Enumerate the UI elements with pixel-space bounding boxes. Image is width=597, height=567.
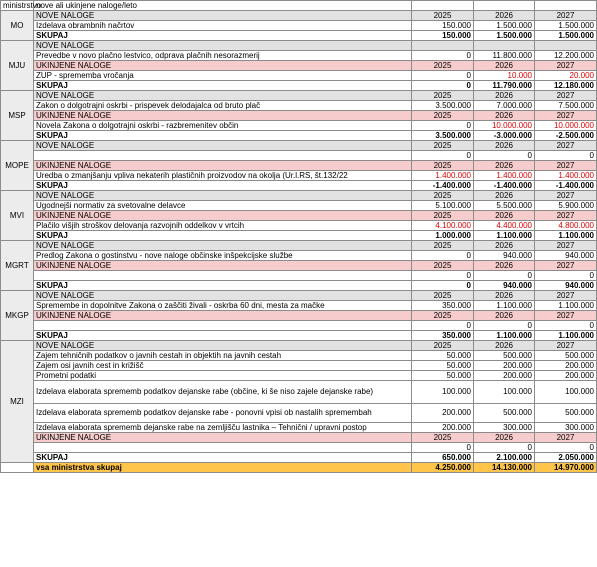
value-cell: 0: [412, 121, 474, 131]
subtotal-value: 1.100.000: [535, 231, 597, 241]
table-row: [1, 381, 597, 404]
value-cell: 50.000: [412, 361, 474, 371]
value-cell: 0: [412, 51, 474, 61]
value-cell: 200.000: [474, 361, 535, 371]
value-cell: 4.100.000: [412, 221, 474, 231]
value-cell: 500.000: [535, 351, 597, 361]
subtotal-value: -1.400.000: [535, 181, 597, 191]
value-cell: 2026: [474, 141, 535, 151]
subtotal-value: 350.000: [412, 331, 474, 341]
task-label: Zajem tehničnih podatkov o javnih cestah in objektih na javnih cestah: [34, 351, 412, 361]
header-task: nove ali ukinjene naloge/leto: [34, 1, 412, 11]
task-label: UKINJENE NALOGE: [34, 111, 412, 121]
value-cell: 940.000: [474, 251, 535, 261]
table-row: [1, 101, 597, 111]
header-row: [1, 1, 597, 11]
section-header-row: [1, 291, 597, 301]
task-label: UKINJENE NALOGE: [34, 161, 412, 171]
subtotal-value: 1.100.000: [474, 231, 535, 241]
value-cell: 350.000: [412, 301, 474, 311]
ministry-cell: MO: [1, 11, 34, 41]
subtotal-value: 2.050.000: [535, 453, 597, 463]
task-label: NOVE NALOGE: [34, 91, 412, 101]
task-label: Ugodnejši normativ za svetovalne delavce: [34, 201, 412, 211]
task-label: [34, 443, 412, 453]
task-label: SKUPAJ: [34, 31, 412, 41]
value-cell: 2027: [535, 161, 597, 171]
task-label: Zajem osi javnih cest in križišč: [34, 361, 412, 371]
value-cell: 2025: [412, 261, 474, 271]
task-label: Novela Zakona o dolgotrajni oskrbi - razbremenitev občin: [34, 121, 412, 131]
task-label: UKINJENE NALOGE: [34, 261, 412, 271]
value-cell: 2025: [412, 291, 474, 301]
table-row: [1, 301, 597, 311]
value-cell: 2027: [535, 61, 597, 71]
value-cell: 0: [535, 443, 597, 453]
table-row: [1, 443, 597, 453]
task-label: [34, 321, 412, 331]
task-label: NOVE NALOGE: [34, 341, 412, 351]
value-cell: 0: [474, 271, 535, 281]
subtotal-value: 650.000: [412, 453, 474, 463]
value-cell: 2027: [535, 291, 597, 301]
subtotal-value: 940.000: [535, 281, 597, 291]
header-ministry: ministrstvo: [1, 1, 34, 11]
value-cell: 10.000: [474, 71, 535, 81]
value-cell: 2026: [474, 241, 535, 251]
table-row: [1, 171, 597, 181]
value-cell: 2026: [474, 291, 535, 301]
value-cell: 2026: [474, 211, 535, 221]
value-cell: 2025: [412, 241, 474, 251]
value-cell: 50.000: [412, 351, 474, 361]
task-label: SKUPAJ: [34, 331, 412, 341]
value-cell: 300.000: [535, 423, 597, 433]
section-header-row: [1, 211, 597, 221]
value-cell: 50.000: [412, 371, 474, 381]
table-row: [1, 71, 597, 81]
table-row: [1, 423, 597, 433]
value-cell: 10.000.000: [535, 121, 597, 131]
task-label: SKUPAJ: [34, 231, 412, 241]
subtotal-value: 11.790.000: [474, 81, 535, 91]
subtotal-value: 0: [412, 81, 474, 91]
value-cell: 1.500.000: [535, 21, 597, 31]
value-cell: 7.000.000: [474, 101, 535, 111]
task-label: NOVE NALOGE: [34, 11, 412, 21]
subtotal-value: 1.100.000: [535, 331, 597, 341]
ministry-cell: MGRT: [1, 241, 34, 291]
value-cell: 1.500.000: [474, 21, 535, 31]
section-header-row: [1, 191, 597, 201]
task-label: SKUPAJ: [34, 81, 412, 91]
value-cell: 200.000: [535, 371, 597, 381]
value-cell: 2026: [474, 311, 535, 321]
task-label: Predlog Zakona o gostinstvu - nove naloge občinske inšpekcijske službe: [34, 251, 412, 261]
value-cell: 2026: [474, 433, 535, 443]
value-cell: 2027: [535, 311, 597, 321]
section-header-row: [1, 141, 597, 151]
value-cell: 2026: [474, 161, 535, 171]
value-cell: 4.800.000: [535, 221, 597, 231]
task-label: SKUPAJ: [34, 131, 412, 141]
value-cell: 1.400.000: [412, 171, 474, 181]
value-cell: 1.100.000: [474, 301, 535, 311]
task-label: Izdelava obrambnih načrtov: [34, 21, 412, 31]
value-cell: 300.000: [474, 423, 535, 433]
value-cell: 2025: [412, 433, 474, 443]
section-header-row: [1, 433, 597, 443]
task-label: SKUPAJ: [34, 181, 412, 191]
total-value: 14.970.000: [535, 463, 597, 473]
task-label: NOVE NALOGE: [34, 141, 412, 151]
subtotal-value: 150.000: [412, 31, 474, 41]
task-label: Uredba o zmanjšanju vpliva nekaterih plastičnih proizvodov na okolja (Ur.l.RS, št.132/22: [34, 171, 412, 181]
value-cell: 2025: [412, 211, 474, 221]
subtotal-value: -3.000.000: [474, 131, 535, 141]
value-cell: 7.500.000: [535, 101, 597, 111]
task-label: [34, 151, 412, 161]
value-cell: 2025: [412, 11, 474, 21]
value-cell: 2027: [535, 433, 597, 443]
subtotal-row: [1, 453, 597, 463]
value-cell: 0: [474, 321, 535, 331]
table-row: [1, 21, 597, 31]
value-cell: 200.000: [535, 361, 597, 371]
table-row: [1, 404, 597, 423]
table-row: [1, 51, 597, 61]
table-row: [1, 221, 597, 231]
task-label: UKINJENE NALOGE: [34, 433, 412, 443]
section-header-row: [1, 11, 597, 21]
value-cell: 4.400.000: [474, 221, 535, 231]
section-header-row: [1, 91, 597, 101]
ministry-cell: MOPE: [1, 141, 34, 191]
ministry-cell: MZI: [1, 341, 34, 463]
subtotal-value: 940.000: [474, 281, 535, 291]
task-label: Izdelava elaborata sprememb dejanske rabe na zemljišču lastnika – Tehnični / upravni postop: [34, 423, 412, 433]
value-cell: 940.000: [535, 251, 597, 261]
section-header-row: [1, 341, 597, 351]
subtotal-value: -2.500.000: [535, 131, 597, 141]
value-cell: 2025: [412, 161, 474, 171]
table-row: [1, 351, 597, 361]
value-cell: 100.000: [535, 381, 597, 404]
ministry-cell: MVI: [1, 191, 34, 241]
subtotal-row: [1, 31, 597, 41]
section-header-row: [1, 111, 597, 121]
value-cell: 2027: [535, 341, 597, 351]
value-cell: 3.500.000: [412, 101, 474, 111]
value-cell: 2026: [474, 261, 535, 271]
value-cell: 200.000: [412, 404, 474, 423]
total-blank-cell: [1, 463, 34, 473]
value-cell: 2026: [474, 11, 535, 21]
header-year-col: [535, 1, 597, 11]
value-cell: 2025: [412, 91, 474, 101]
task-label: NOVE NALOGE: [34, 241, 412, 251]
value-cell: 2026: [474, 61, 535, 71]
value-cell: 2027: [535, 111, 597, 121]
value-cell: 500.000: [535, 404, 597, 423]
task-label: SKUPAJ: [34, 453, 412, 463]
value-cell: 1.400.000: [474, 171, 535, 181]
value-cell: 2025: [412, 341, 474, 351]
table-body: [1, 11, 597, 463]
value-cell: 10.000.000: [474, 121, 535, 131]
task-label: Prevedbe v novo plačno lestvico, odprava plačnih nesorazmerij: [34, 51, 412, 61]
value-cell: 500.000: [474, 404, 535, 423]
value-cell: 0: [412, 251, 474, 261]
task-label: Izdelava elaborata sprememb podatkov dejanske rabe (občine, ki še niso zajele dejanske rabe): [34, 381, 412, 404]
value-cell: 200.000: [412, 423, 474, 433]
value-cell: 2027: [535, 91, 597, 101]
subtotal-value: 1.100.000: [474, 331, 535, 341]
task-label: [34, 271, 412, 281]
value-cell: 200.000: [474, 371, 535, 381]
value-cell: 0: [412, 443, 474, 453]
table-row: [1, 321, 597, 331]
table-row: [1, 361, 597, 371]
header-year-col: [474, 1, 535, 11]
subtotal-value: 12.180.000: [535, 81, 597, 91]
value-cell: 2027: [535, 191, 597, 201]
value-cell: 0: [535, 321, 597, 331]
table-row: [1, 121, 597, 131]
value-cell: 1.400.000: [535, 171, 597, 181]
task-label: NOVE NALOGE: [34, 291, 412, 301]
total-value: 14.130.000: [474, 463, 535, 473]
value-cell: 20.000: [535, 71, 597, 81]
task-label: UKINJENE NALOGE: [34, 61, 412, 71]
task-label: ZUP - sprememba vročanja: [34, 71, 412, 81]
task-label: Spremembe in dopolnitve Zakona o zaščiti živali - oskrba 60 dni, mesta za mačke: [34, 301, 412, 311]
table-row: [1, 371, 597, 381]
task-label: Plačilo višjih stroškov delovanja razvojnih oddelkov v vrtcih: [34, 221, 412, 231]
task-label: UKINJENE NALOGE: [34, 311, 412, 321]
value-cell: 0: [412, 271, 474, 281]
value-cell: 5.500.000: [474, 201, 535, 211]
value-cell: 12.200.000: [535, 51, 597, 61]
subtotal-value: 1.500.000: [474, 31, 535, 41]
ministry-cell: MJU: [1, 41, 34, 91]
table-row: [1, 251, 597, 261]
value-cell: 2027: [535, 241, 597, 251]
table-row: [1, 151, 597, 161]
subtotal-value: -1.400.000: [474, 181, 535, 191]
subtotal-value: 0: [412, 281, 474, 291]
section-header-row: [1, 261, 597, 271]
subtotal-row: [1, 331, 597, 341]
value-cell: 2025: [412, 311, 474, 321]
value-cell: 100.000: [412, 381, 474, 404]
total-label: vsa ministrstva skupaj: [34, 463, 412, 473]
task-label: Izdelava elaborata sprememb podatkov dejanske rabe - ponovni vpisi ob nastalih spremembah: [34, 404, 412, 423]
subtotal-value: 3.500.000: [412, 131, 474, 141]
value-cell: 0: [412, 321, 474, 331]
subtotal-row: [1, 231, 597, 241]
section-header-row: [1, 161, 597, 171]
value-cell: 2025: [412, 141, 474, 151]
subtotal-value: -1.400.000: [412, 181, 474, 191]
task-label: Prometni podatki: [34, 371, 412, 381]
task-label: Zakon o dolgotrajni oskrbi - prispevek delodajalca od bruto plač: [34, 101, 412, 111]
value-cell: [412, 41, 474, 51]
subtotal-row: [1, 281, 597, 291]
value-cell: 2026: [474, 111, 535, 121]
value-cell: 2027: [535, 141, 597, 151]
table-row: [1, 271, 597, 281]
value-cell: 0: [535, 271, 597, 281]
total-row: [1, 463, 597, 473]
ministry-cell: MSP: [1, 91, 34, 141]
section-header-row: [1, 41, 597, 51]
value-cell: 2025: [412, 111, 474, 121]
value-cell: 5.900.000: [535, 201, 597, 211]
task-label: NOVE NALOGE: [34, 191, 412, 201]
header-year-col: [412, 1, 474, 11]
value-cell: [474, 41, 535, 51]
value-cell: 2025: [412, 61, 474, 71]
value-cell: 2026: [474, 91, 535, 101]
section-header-row: [1, 241, 597, 251]
subtotal-value: 1.000.000: [412, 231, 474, 241]
value-cell: 0: [535, 151, 597, 161]
task-label: SKUPAJ: [34, 281, 412, 291]
ministry-cell: MKGP: [1, 291, 34, 341]
table-row: [1, 201, 597, 211]
value-cell: 500.000: [474, 351, 535, 361]
value-cell: 2026: [474, 341, 535, 351]
subtotal-value: 2.100.000: [474, 453, 535, 463]
value-cell: 2025: [412, 191, 474, 201]
subtotal-value: 1.500.000: [535, 31, 597, 41]
value-cell: 2027: [535, 261, 597, 271]
value-cell: 5.100.000: [412, 201, 474, 211]
value-cell: 100.000: [474, 381, 535, 404]
subtotal-row: [1, 131, 597, 141]
value-cell: 0: [412, 71, 474, 81]
subtotal-row: [1, 81, 597, 91]
value-cell: 0: [474, 151, 535, 161]
value-cell: 2026: [474, 191, 535, 201]
value-cell: 11.800.000: [474, 51, 535, 61]
task-label: NOVE NALOGE: [34, 41, 412, 51]
value-cell: 1.100.000: [535, 301, 597, 311]
value-cell: [535, 41, 597, 51]
value-cell: 2027: [535, 11, 597, 21]
section-header-row: [1, 61, 597, 71]
total-value: 4.250.000: [412, 463, 474, 473]
value-cell: 0: [412, 151, 474, 161]
value-cell: 0: [474, 443, 535, 453]
subtotal-row: [1, 181, 597, 191]
value-cell: 2027: [535, 211, 597, 221]
section-header-row: [1, 311, 597, 321]
value-cell: 150.000: [412, 21, 474, 31]
task-label: UKINJENE NALOGE: [34, 211, 412, 221]
